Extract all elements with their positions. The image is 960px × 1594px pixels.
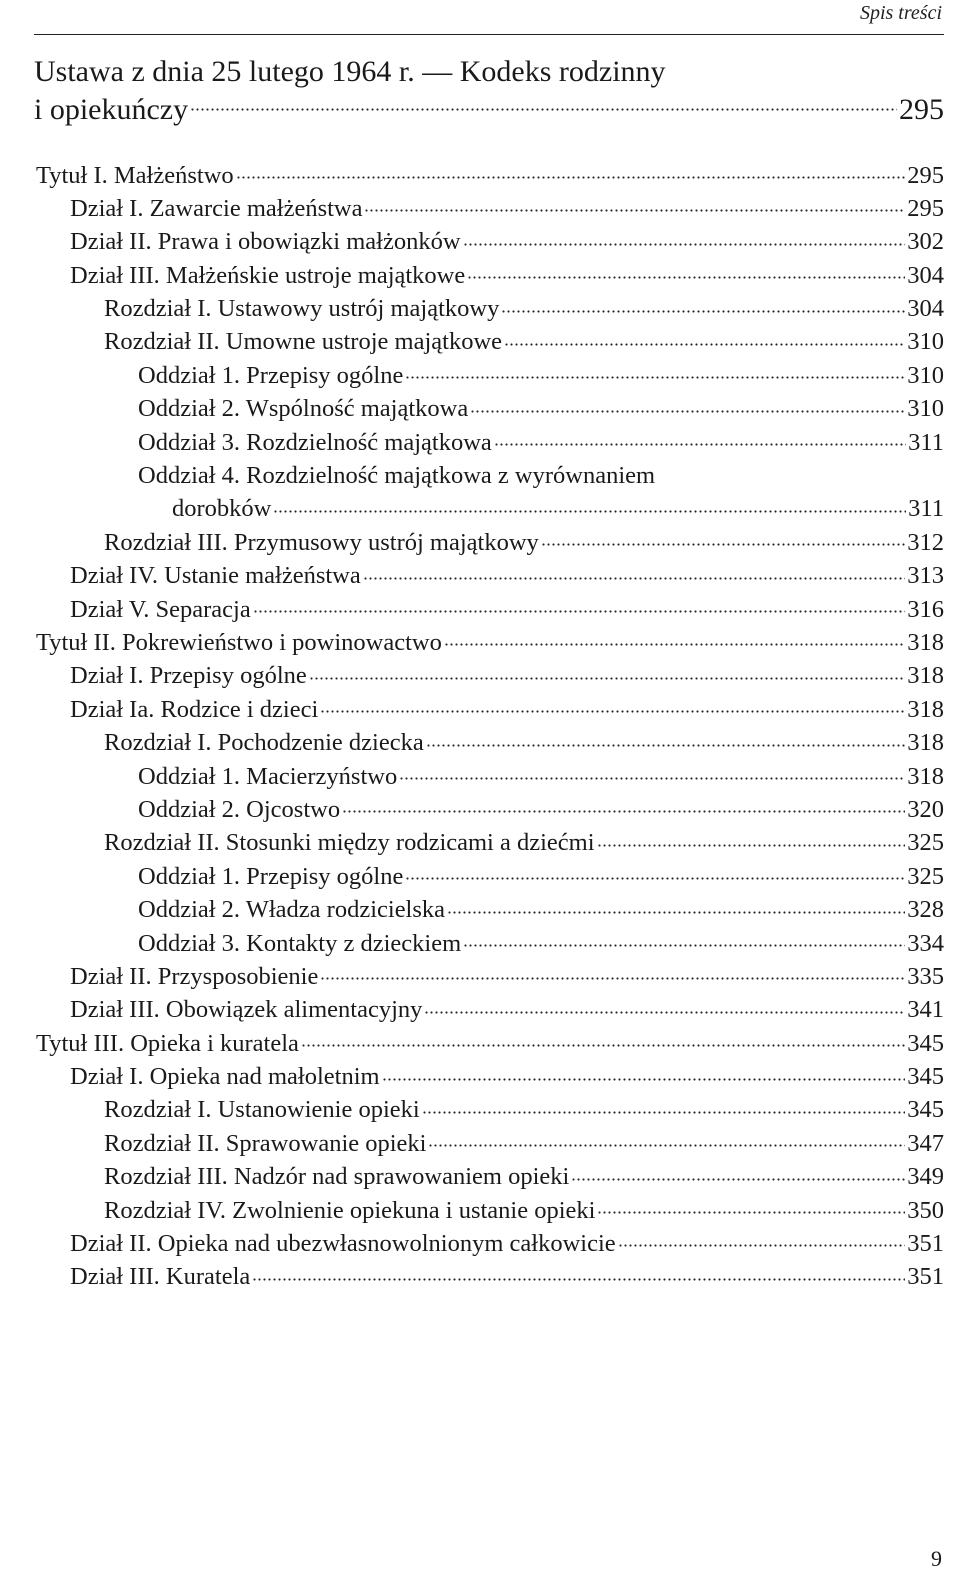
toc-entry-label: Tytuł I. Małżeństwo xyxy=(36,161,234,189)
toc-entry-page: 318 xyxy=(907,662,944,690)
dot-leader xyxy=(463,228,906,253)
toc-entry-page: 345 xyxy=(907,1096,944,1124)
toc-entry xyxy=(0,525,944,558)
toc-entry-page: 311 xyxy=(908,428,944,456)
dot-leader xyxy=(342,795,905,820)
toc-entry-label: Oddział 1. Przepisy ogólne xyxy=(138,361,404,389)
toc-entry-label: Oddział 2. Władza rodzicielska xyxy=(138,896,446,924)
toc-entry-page: 318 xyxy=(907,729,944,757)
dot-leader xyxy=(309,662,905,687)
toc-entry xyxy=(0,1093,944,1126)
toc-entry xyxy=(0,1026,944,1059)
toc-entry-label: Rozdział III. Nadzór nad sprawowaniem opieki xyxy=(104,1163,570,1191)
toc-entry xyxy=(0,1060,944,1093)
dot-leader xyxy=(444,628,905,653)
dot-leader xyxy=(504,328,905,353)
dot-leader xyxy=(597,829,906,854)
toc-entry-label: Oddział 3. Rozdzielność majątkowa xyxy=(138,428,492,456)
toc-entry xyxy=(0,625,944,658)
dot-leader xyxy=(597,1196,905,1221)
toc-entry-continuation xyxy=(0,492,944,525)
page-number-ref: 295 xyxy=(899,93,944,126)
toc-entry xyxy=(0,1160,944,1193)
toc-entry-label: Tytuł II. Pokrewieństwo i powinowactwo xyxy=(36,628,442,656)
toc-entry-page: 310 xyxy=(907,361,944,389)
dot-leader xyxy=(363,562,906,587)
toc-entry xyxy=(0,158,944,191)
toc-entry-page: 311 xyxy=(908,495,944,523)
dot-leader xyxy=(273,495,906,520)
toc-entry-page: 304 xyxy=(907,295,944,323)
toc-entry-page: 347 xyxy=(907,1129,944,1157)
toc-entry xyxy=(0,792,944,825)
header-rule xyxy=(34,34,944,35)
document-title xyxy=(34,54,944,127)
toc-entry-label: Oddział 2. Ojcostwo xyxy=(138,795,341,823)
toc-entry-label: Dział IV. Ustanie małżeństwa xyxy=(70,562,361,590)
toc-entry-page: 302 xyxy=(907,228,944,256)
toc-entry-label: Dział V. Separacja xyxy=(70,595,251,623)
toc-entry-label: Dział III. Obowiązek alimentacyjny xyxy=(70,996,423,1024)
toc-entry-label: Rozdział II. Stosunki między rodzicami a dziećmi xyxy=(104,829,595,857)
toc-entry-label: Dział I. Opieka nad małoletnim xyxy=(70,1063,380,1091)
dot-leader xyxy=(190,93,897,123)
dot-leader xyxy=(426,729,906,754)
toc-entry xyxy=(0,826,944,859)
toc-entry xyxy=(0,592,944,625)
toc-entry-page: 316 xyxy=(907,595,944,623)
toc-entry-page: 304 xyxy=(907,261,944,289)
toc-entry-label: Oddział 1. Macierzyństwo xyxy=(138,762,398,790)
toc-entry xyxy=(0,292,944,325)
toc-entry-page: 334 xyxy=(907,929,944,957)
dot-leader xyxy=(428,1129,905,1154)
dot-leader xyxy=(422,1096,906,1121)
toc-entry xyxy=(0,1193,944,1226)
dot-leader xyxy=(399,762,905,787)
toc-entry-label: Tytuł III. Opieka i kuratela xyxy=(36,1029,299,1057)
dot-leader xyxy=(364,194,905,219)
dot-leader xyxy=(467,261,905,286)
toc-entry-page: 318 xyxy=(907,762,944,790)
toc-entry-label: Rozdział III. Przymusowy ustrój majątkowy xyxy=(104,528,539,556)
toc-entry-label: Dział I. Zawarcie małżeństwa xyxy=(70,194,363,222)
toc-entry-label: Dział III. Małżeńskie ustroje majątkowe xyxy=(70,261,466,289)
toc-entry xyxy=(0,1260,944,1293)
dot-leader xyxy=(382,1063,906,1088)
toc-entry xyxy=(0,459,944,526)
toc-entry-page: 341 xyxy=(907,996,944,1024)
toc-entry-label: Oddział 3. Kontakty z dzieckiem xyxy=(138,929,462,957)
dot-leader xyxy=(541,528,905,553)
toc-entry-page: 349 xyxy=(907,1163,944,1191)
toc-entry-page: 318 xyxy=(907,695,944,723)
dot-leader xyxy=(470,395,905,420)
page-number: 9 xyxy=(931,1546,942,1571)
dot-leader xyxy=(236,161,906,186)
toc-entry-page: 313 xyxy=(907,562,944,590)
toc-entry-page: 345 xyxy=(907,1029,944,1057)
toc-entry-page: 351 xyxy=(907,1263,944,1291)
toc-entry-label-continuation: dorobków xyxy=(172,495,272,523)
toc-entry xyxy=(0,358,944,391)
toc-entry-page: 328 xyxy=(907,896,944,924)
toc-entry xyxy=(0,726,944,759)
toc-entry-label: Oddział 4. Rozdzielność majątkowa z wyrównaniem xyxy=(138,461,656,489)
toc-entry xyxy=(0,893,944,926)
toc-entry xyxy=(0,225,944,258)
toc-entry-page: 325 xyxy=(907,829,944,857)
toc-entry xyxy=(0,926,944,959)
toc-entry-page: 318 xyxy=(907,628,944,656)
toc-entry-label: Rozdział I. Ustawowy ustrój majątkowy xyxy=(104,295,500,323)
toc-entry-page: 295 xyxy=(907,194,944,222)
dot-leader xyxy=(571,1163,905,1188)
table-of-contents xyxy=(0,158,944,1293)
toc-entry-page: 310 xyxy=(907,395,944,423)
running-head: Spis treści xyxy=(859,2,942,24)
toc-entry-page: 312 xyxy=(907,528,944,556)
dot-leader xyxy=(320,962,905,987)
toc-entry-label: Dział III. Kuratela xyxy=(70,1263,251,1291)
toc-entry-label: Rozdział IV. Zwolnienie opiekuna i ustanie opieki xyxy=(104,1196,596,1224)
document-title-line2 xyxy=(34,89,944,127)
toc-entry xyxy=(0,859,944,892)
toc-entry xyxy=(0,692,944,725)
toc-entry-label: Rozdział I. Pochodzenie dziecka xyxy=(104,729,424,757)
toc-entry xyxy=(0,325,944,358)
toc-entry-page: 295 xyxy=(907,161,944,189)
dot-leader xyxy=(494,428,906,453)
toc-entry xyxy=(0,993,944,1026)
toc-entry-label: Dział II. Opieka nad ubezwłasnowolnionym całkowicie xyxy=(70,1230,616,1258)
toc-entry-label: Dział II. Przysposobienie xyxy=(70,962,319,990)
dot-leader xyxy=(463,929,905,954)
dot-leader xyxy=(447,896,905,921)
dot-leader xyxy=(501,295,905,320)
toc-entry-label: Dział I. Przepisy ogólne xyxy=(70,662,307,690)
dot-leader xyxy=(618,1229,906,1254)
dot-leader xyxy=(320,695,905,720)
toc-entry-label: Rozdział II. Umowne ustroje majątkowe xyxy=(104,328,503,356)
toc-entry xyxy=(0,1227,944,1260)
toc-entry-label: Dział Ia. Rodzice i dzieci xyxy=(70,695,319,723)
toc-entry-page: 335 xyxy=(907,962,944,990)
dot-leader xyxy=(252,1263,905,1288)
toc-entry xyxy=(0,759,944,792)
toc-entry-page: 350 xyxy=(907,1196,944,1224)
toc-entry-label: Oddział 2. Wspólność majątkowa xyxy=(138,395,469,423)
toc-entry xyxy=(0,1126,944,1159)
toc-entry xyxy=(0,191,944,224)
dot-leader xyxy=(301,1029,905,1054)
toc-entry-label: Oddział 1. Przepisy ogólne xyxy=(138,862,404,890)
toc-entry-label: Rozdział I. Ustanowienie opieki xyxy=(104,1096,420,1124)
toc-entry-label: Dział II. Prawa i obowiązki małżonków xyxy=(70,228,461,256)
toc-entry-page: 345 xyxy=(907,1063,944,1091)
toc-entry-page: 325 xyxy=(907,862,944,890)
toc-entry-page: 320 xyxy=(907,795,944,823)
toc-entry-page: 351 xyxy=(907,1230,944,1258)
dot-leader xyxy=(405,361,905,386)
toc-entry xyxy=(0,425,944,458)
toc-entry xyxy=(0,559,944,592)
document-title-line1: Ustawa z dnia 25 lutego 1964 r. — Kodeks rodzinny xyxy=(34,55,666,88)
dot-leader xyxy=(405,862,905,887)
toc-entry-page: 310 xyxy=(907,328,944,356)
document-title-line2-text: i opiekuńczy xyxy=(34,93,189,126)
toc-entry xyxy=(0,258,944,291)
toc-entry xyxy=(0,959,944,992)
toc-entry xyxy=(0,392,944,425)
toc-entry xyxy=(0,659,944,692)
dot-leader xyxy=(424,996,905,1021)
toc-entry-label: Rozdział II. Sprawowanie opieki xyxy=(104,1129,427,1157)
dot-leader xyxy=(253,595,906,620)
